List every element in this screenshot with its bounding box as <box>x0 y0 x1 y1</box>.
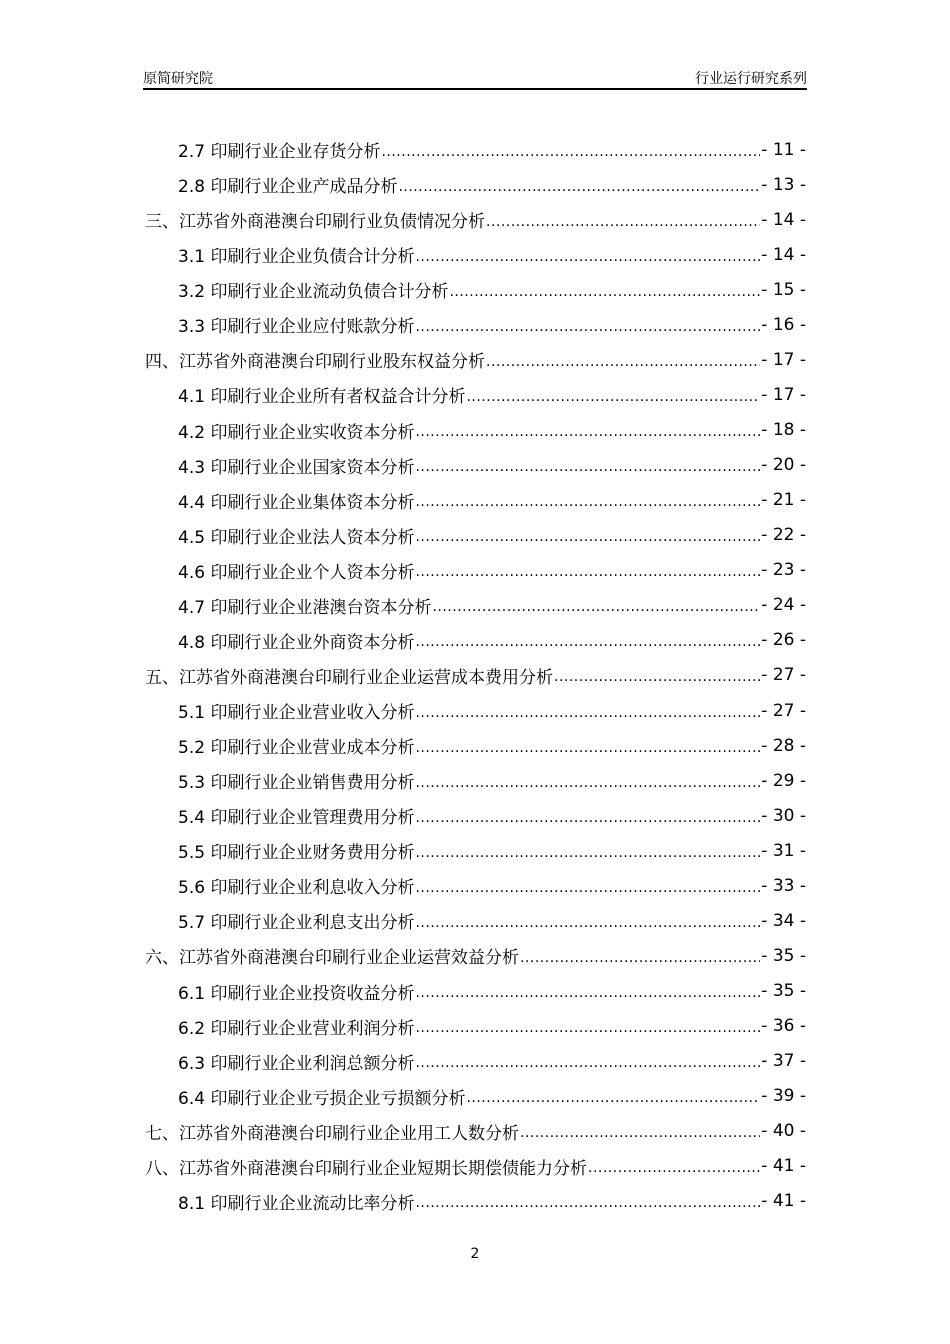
toc-entry-title: 5.4 印刷行业企业管理费用分析 <box>178 808 415 829</box>
toc-entry-title: 2.8 印刷行业企业产成品分析 <box>178 177 398 198</box>
toc-dot-leader <box>520 950 760 966</box>
toc-entry-title: 3.2 印刷行业企业流动负债合计分析 <box>178 282 449 303</box>
toc-entry-page: - 35 - <box>761 981 806 1002</box>
toc-dot-leader <box>486 354 760 370</box>
toc-entry-title: 5.1 印刷行业企业营业收入分析 <box>178 703 415 724</box>
toc-entry[interactable] <box>145 588 806 623</box>
toc-dot-leader <box>415 1055 760 1071</box>
toc-dot-leader <box>466 389 760 405</box>
toc-entry[interactable] <box>145 903 806 938</box>
toc-entry-page: - 11 - <box>761 139 806 160</box>
toc-entry-page: - 22 - <box>761 525 806 546</box>
toc-dot-leader <box>415 845 760 861</box>
toc-entry-title: 4.3 印刷行业企业国家资本分析 <box>178 457 415 478</box>
toc-dot-leader <box>415 1020 760 1036</box>
toc-entry-page: - 41 - <box>761 1156 806 1177</box>
page-header <box>143 66 807 90</box>
toc-entry-title: 四、江苏省外商港澳台印刷行业股东权益分析 <box>145 352 485 373</box>
toc-dot-leader <box>415 880 760 896</box>
toc-entry-title: 三、江苏省外商港澳台印刷行业负债情况分析 <box>145 212 485 233</box>
toc-entry[interactable] <box>145 553 806 588</box>
toc-dot-leader <box>415 705 760 721</box>
toc-entry-title: 5.3 印刷行业企业销售费用分析 <box>178 773 415 794</box>
toc-entry-title: 5.7 印刷行业企业利息支出分析 <box>178 913 415 934</box>
toc-entry-title: 6.4 印刷行业企业亏损企业亏损额分析 <box>178 1088 466 1109</box>
toc-entry-title: 6.2 印刷行业企业营业利润分析 <box>178 1018 415 1039</box>
toc-entry-page: - 17 - <box>761 349 806 370</box>
toc-dot-leader <box>415 319 760 335</box>
toc-entry[interactable] <box>145 693 806 728</box>
toc-entry-title: 4.4 印刷行业企业集体资本分析 <box>178 492 415 513</box>
toc-entry-page: - 31 - <box>761 840 806 861</box>
toc-entry-title: 3.1 印刷行业企业负债合计分析 <box>178 247 415 268</box>
toc-dot-leader <box>466 1090 760 1106</box>
toc-entry-title: 5.5 印刷行业企业财务费用分析 <box>178 843 415 864</box>
toc-entry-page: - 20 - <box>761 455 806 476</box>
toc-entry[interactable] <box>145 1149 806 1184</box>
toc-entry-page: - 26 - <box>761 630 806 651</box>
toc-entry[interactable] <box>145 1184 806 1219</box>
toc-dot-leader <box>588 1160 760 1176</box>
toc-entry[interactable] <box>145 483 806 518</box>
toc-entry-page: - 13 - <box>761 174 806 195</box>
toc-entry-page: - 37 - <box>761 1051 806 1072</box>
toc-entry[interactable] <box>145 202 806 237</box>
toc-entry[interactable] <box>145 763 806 798</box>
toc-dot-leader <box>415 459 760 475</box>
toc-dot-leader <box>415 249 760 265</box>
toc-entry-title: 4.8 印刷行业企业外商资本分析 <box>178 632 415 653</box>
toc-entry[interactable] <box>145 833 806 868</box>
toc-entry-title: 八、江苏省外商港澳台印刷行业企业短期长期偿债能力分析 <box>145 1158 587 1179</box>
toc-entry-page: - 28 - <box>761 735 806 756</box>
toc-dot-leader <box>415 424 760 440</box>
toc-entry-title: 6.3 印刷行业企业利润总额分析 <box>178 1053 415 1074</box>
toc-entry-title: 3.3 印刷行业企业应付账款分析 <box>178 317 415 338</box>
toc-dot-leader <box>415 564 760 580</box>
toc-entry[interactable] <box>145 237 806 272</box>
toc-entry-page: - 30 - <box>761 805 806 826</box>
toc-entry[interactable] <box>145 1044 806 1079</box>
table-of-contents <box>145 132 806 1219</box>
toc-dot-leader <box>449 284 760 300</box>
header-left: 原简研究院 <box>143 71 213 87</box>
toc-entry-page: - 14 - <box>761 244 806 265</box>
toc-entry[interactable] <box>145 658 806 693</box>
toc-entry-title: 4.1 印刷行业企业所有者权益合计分析 <box>178 387 466 408</box>
toc-dot-leader <box>398 179 760 195</box>
toc-entry-page: - 18 - <box>761 420 806 441</box>
toc-entry-title: 4.6 印刷行业企业个人资本分析 <box>178 562 415 583</box>
toc-entry[interactable] <box>145 342 806 377</box>
toc-entry-title: 8.1 印刷行业企业流动比率分析 <box>178 1193 415 1214</box>
toc-entry-page: - 15 - <box>761 279 806 300</box>
page-number: 2 <box>470 1246 480 1262</box>
toc-dot-leader <box>381 144 760 160</box>
toc-entry[interactable] <box>145 448 806 483</box>
toc-dot-leader <box>415 494 760 510</box>
toc-dot-leader <box>415 529 760 545</box>
toc-entry-page: - 16 - <box>761 314 806 335</box>
toc-entry[interactable] <box>145 974 806 1009</box>
toc-entry-title: 4.2 印刷行业企业实收资本分析 <box>178 422 415 443</box>
toc-entry-page: - 35 - <box>761 945 806 966</box>
toc-entry-page: - 33 - <box>761 875 806 896</box>
header-right: 行业运行研究系列 <box>695 71 807 87</box>
toc-entry-page: - 17 - <box>761 384 806 405</box>
toc-entry-page: - 14 - <box>761 209 806 230</box>
toc-dot-leader <box>486 214 760 230</box>
toc-entry-page: - 41 - <box>761 1191 806 1212</box>
toc-entry-title: 6.1 印刷行业企业投资收益分析 <box>178 983 415 1004</box>
toc-entry[interactable] <box>145 1079 806 1114</box>
toc-dot-leader <box>415 775 760 791</box>
toc-entry-page: - 29 - <box>761 770 806 791</box>
toc-entry-page: - 39 - <box>761 1086 806 1107</box>
toc-dot-leader <box>415 1195 760 1211</box>
toc-dot-leader <box>554 669 760 685</box>
toc-entry[interactable] <box>145 728 806 763</box>
toc-entry[interactable] <box>145 132 806 167</box>
toc-entry-title: 2.7 印刷行业企业存货分析 <box>178 142 381 163</box>
toc-entry-page: - 23 - <box>761 560 806 581</box>
toc-entry[interactable] <box>145 377 806 412</box>
toc-entry[interactable] <box>145 1114 806 1149</box>
toc-entry[interactable] <box>145 413 806 448</box>
toc-entry[interactable] <box>145 798 806 833</box>
toc-entry[interactable] <box>145 938 806 973</box>
toc-dot-leader <box>415 810 760 826</box>
toc-entry-title: 4.5 印刷行业企业法人资本分析 <box>178 527 415 548</box>
toc-entry-title: 5.2 印刷行业企业营业成本分析 <box>178 738 415 759</box>
toc-entry-page: - 27 - <box>761 665 806 686</box>
toc-entry-title: 5.6 印刷行业企业利息收入分析 <box>178 878 415 899</box>
toc-entry-page: - 36 - <box>761 1016 806 1037</box>
toc-dot-leader <box>520 1125 760 1141</box>
toc-entry-title: 五、江苏省外商港澳台印刷行业企业运营成本费用分析 <box>145 667 553 688</box>
toc-dot-leader <box>415 740 760 756</box>
toc-entry-title: 六、江苏省外商港澳台印刷行业企业运营效益分析 <box>145 948 519 969</box>
toc-entry-title: 七、江苏省外商港澳台印刷行业企业用工人数分析 <box>145 1123 519 1144</box>
toc-entry-page: - 24 - <box>761 595 806 616</box>
toc-entry-page: - 34 - <box>761 910 806 931</box>
toc-entry-title: 4.7 印刷行业企业港澳台资本分析 <box>178 597 432 618</box>
toc-entry-page: - 21 - <box>761 490 806 511</box>
toc-dot-leader <box>415 985 760 1001</box>
toc-entry-page: - 27 - <box>761 700 806 721</box>
toc-entry[interactable] <box>145 1009 806 1044</box>
toc-entry[interactable] <box>145 518 806 553</box>
toc-dot-leader <box>415 634 760 650</box>
toc-entry[interactable] <box>145 307 806 342</box>
toc-entry[interactable] <box>145 623 806 658</box>
toc-entry[interactable] <box>145 167 806 202</box>
toc-entry[interactable] <box>145 868 806 903</box>
toc-dot-leader <box>432 599 760 615</box>
toc-entry[interactable] <box>145 272 806 307</box>
toc-dot-leader <box>415 915 760 931</box>
toc-entry-page: - 40 - <box>761 1121 806 1142</box>
